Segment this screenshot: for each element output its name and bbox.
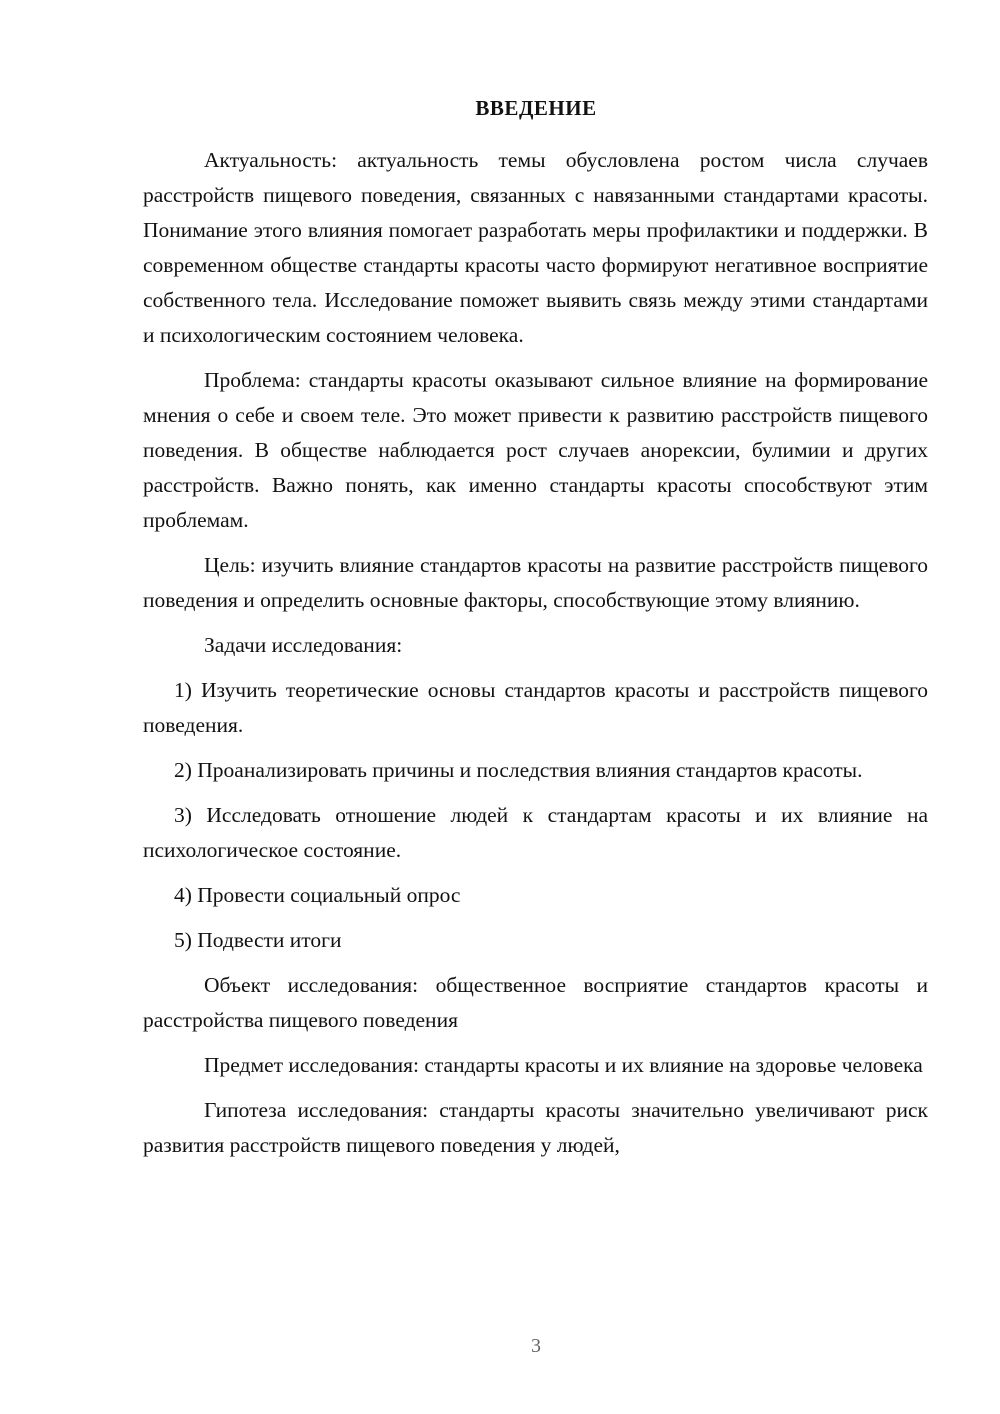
paragraph-hypothesis: Гипотеза исследования: стандарты красоты значительно увеличивают риск развития расстройств пищевого поведения у людей, (143, 1098, 928, 1157)
paragraph-problem: Проблема: стандарты красоты оказывают сильное влияние на формирование мнения о себе и своем теле. Это может привести к развитию расстройств пищевого поведения. В обществе наблюдается рост случаев анорексии, булимии и других расстройств. Важно понять, как именно стандарты красоты способствуют этим проблемам. (143, 368, 928, 532)
paragraph-object: Объект исследования: общественное восприятие стандартов красоты и расстройства пищевого поведения (143, 973, 928, 1032)
paragraph-goal: Цель: изучить влияние стандартов красоты на развитие расстройств пищевого поведения и определить основные факторы, способствующие этому влиянию. (143, 553, 928, 612)
task-list-item-5: 5) Подвести итоги (174, 928, 342, 952)
page-title: ВВЕДЕНИЕ (475, 96, 597, 120)
task-list-item-4: 4) Провести социальный опрос (174, 883, 461, 907)
task-list-item-1: 1) Изучить теоретические основы стандартов красоты и расстройств пищевого поведения. (143, 678, 928, 737)
page-number: 3 (531, 1335, 541, 1357)
task-list-item-2: 2) Проанализировать причины и последствия влияния стандартов красоты. (174, 758, 863, 782)
paragraph-relevance: Актуальность: актуальность темы обусловлена ростом числа случаев расстройств пищевого поведения, связанных с навязанными стандартами красоты. Понимание этого влияния помогает разработать меры профилактики и поддержки. В современном обществе стандарты красоты часто формируют негативное восприятие собственного тела. Исследование поможет выявить связь между этими стандартами и психологическим состоянием человека. (143, 148, 928, 347)
task-list-item-3: 3) Исследовать отношение людей к стандартам красоты и их влияние на психологическое состояние. (143, 803, 928, 862)
paragraph-subject: Предмет исследования: стандарты красоты и их влияние на здоровье человека (204, 1053, 923, 1077)
paragraph-tasks-heading: Задачи исследования: (204, 633, 403, 657)
document-body (143, 143, 928, 1173)
